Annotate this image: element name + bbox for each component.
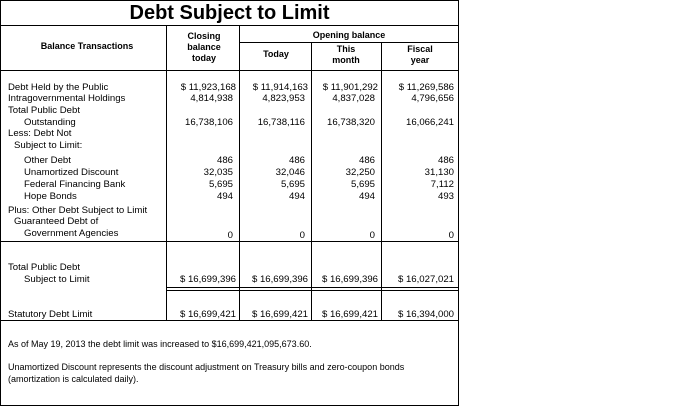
value-cell: $ 16,699,421 [321,309,378,320]
value-cell: 32,250 [345,167,375,178]
col-divider-1 [166,26,167,320]
value-cell: $ 11,269,586 [398,82,454,93]
value-cell: 493 [437,191,454,202]
value-cell: 486 [216,155,233,166]
row-label-subject-to-limit-hdr: Subject to Limit: [14,140,83,151]
value-cell: 4,796,656 [411,93,454,104]
row-label-guaranteed: Guaranteed Debt of [14,216,99,227]
value-cell: 31,130 [424,167,454,178]
value-cell: 486 [288,155,305,166]
value-cell: 4,823,953 [262,93,305,104]
header-fiscal-year [382,44,458,66]
row-label-subject-to-limit: Subject to Limit [24,274,90,285]
row-label-statutory: Statutory Debt Limit [8,309,93,320]
value-cell: 4,814,938 [190,93,233,104]
header-this-month [312,44,380,66]
value-cell: 32,046 [275,167,305,178]
value-cell: 0 [369,230,375,241]
row-label-plus-other: Plus: Other Debt Subject to Limit [8,205,148,216]
row-label-outstanding: Outstanding [24,117,76,128]
value-cell: 494 [216,191,233,202]
total-double-rule-a [166,287,459,288]
value-cell: 494 [288,191,305,202]
row-label-gov-agencies: Government Agencies [24,228,119,239]
value-cell: 486 [437,155,454,166]
header-this-month-line1: This [336,44,356,54]
value-cell: 7,112 [430,179,454,190]
value-cell: 5,695 [350,179,375,190]
value-cell: $ 16,699,396 [179,274,236,285]
row-label-hope: Hope Bonds [24,191,77,202]
header-closing-line2: balance [187,42,221,52]
value-cell: 0 [448,230,454,241]
row-label-less-debt-not: Less: Debt Not [8,128,72,139]
value-cell: 4,837,028 [332,93,375,104]
header-closing-line3: today [191,53,216,63]
row-label-ffb: Federal Financing Bank [24,179,126,190]
header-closing-balance [170,31,238,64]
value-cell: $ 16,394,000 [397,309,454,320]
header-closing-line1: Closing [187,31,221,41]
value-cell: 5,695 [208,179,233,190]
row-label-total-public-1: Total Public Debt [8,105,80,116]
header-fiscal-line1: Fiscal [407,44,433,54]
opening-balance-underline [240,42,458,43]
value-cell: 32,035 [203,167,233,178]
value-cell: $ 16,699,421 [251,309,308,320]
value-cell: $ 11,923,168 [180,82,236,93]
row-label-unamortized: Unamortized Discount [24,167,119,178]
header-opening-balance: Opening balance [312,30,386,40]
header-balance-transactions: Balance Transactions [40,41,134,51]
header-today: Today [263,49,289,59]
value-cell: 16,066,241 [405,117,454,128]
value-cell: $ 16,699,396 [251,274,308,285]
row-label-intragov: Intragovernmental Holdings [8,93,126,104]
header-this-month-line2: month [332,55,360,65]
row-label-other-debt: Other Debt [24,155,71,166]
row-label-total-public-2: Total Public Debt [8,262,80,273]
value-cell: 0 [227,230,233,241]
header-fiscal-line2: year [410,55,430,65]
total-double-rule-b [166,290,459,291]
value-cell: 16,738,320 [326,117,375,128]
header-bottom-rule [0,70,459,71]
value-cell: $ 16,699,421 [179,309,236,320]
row-label-debt-held: Debt Held by the Public [8,82,109,93]
value-cell: $ 11,901,292 [322,82,378,93]
value-cell: 16,738,116 [257,117,305,128]
value-cell: 0 [299,230,305,241]
value-cell: $ 16,027,021 [397,274,454,285]
value-cell: 494 [358,191,375,202]
page-title: Debt Subject to Limit [0,0,459,26]
value-cell: $ 16,699,396 [321,274,378,285]
value-cell: 5,695 [280,179,305,190]
note-unamortized: Unamortized Discount represents the discount adjustment on Treasury bills and zero-coupon bonds (amortization is calculated daily). [8,362,405,384]
value-cell: 16,738,106 [184,117,233,128]
value-cell: 486 [358,155,375,166]
note-limit-increase: As of May 19, 2013 the debt limit was increased to $16,699,421,095,673.60. [8,339,312,349]
value-cell: $ 11,914,163 [252,82,308,93]
